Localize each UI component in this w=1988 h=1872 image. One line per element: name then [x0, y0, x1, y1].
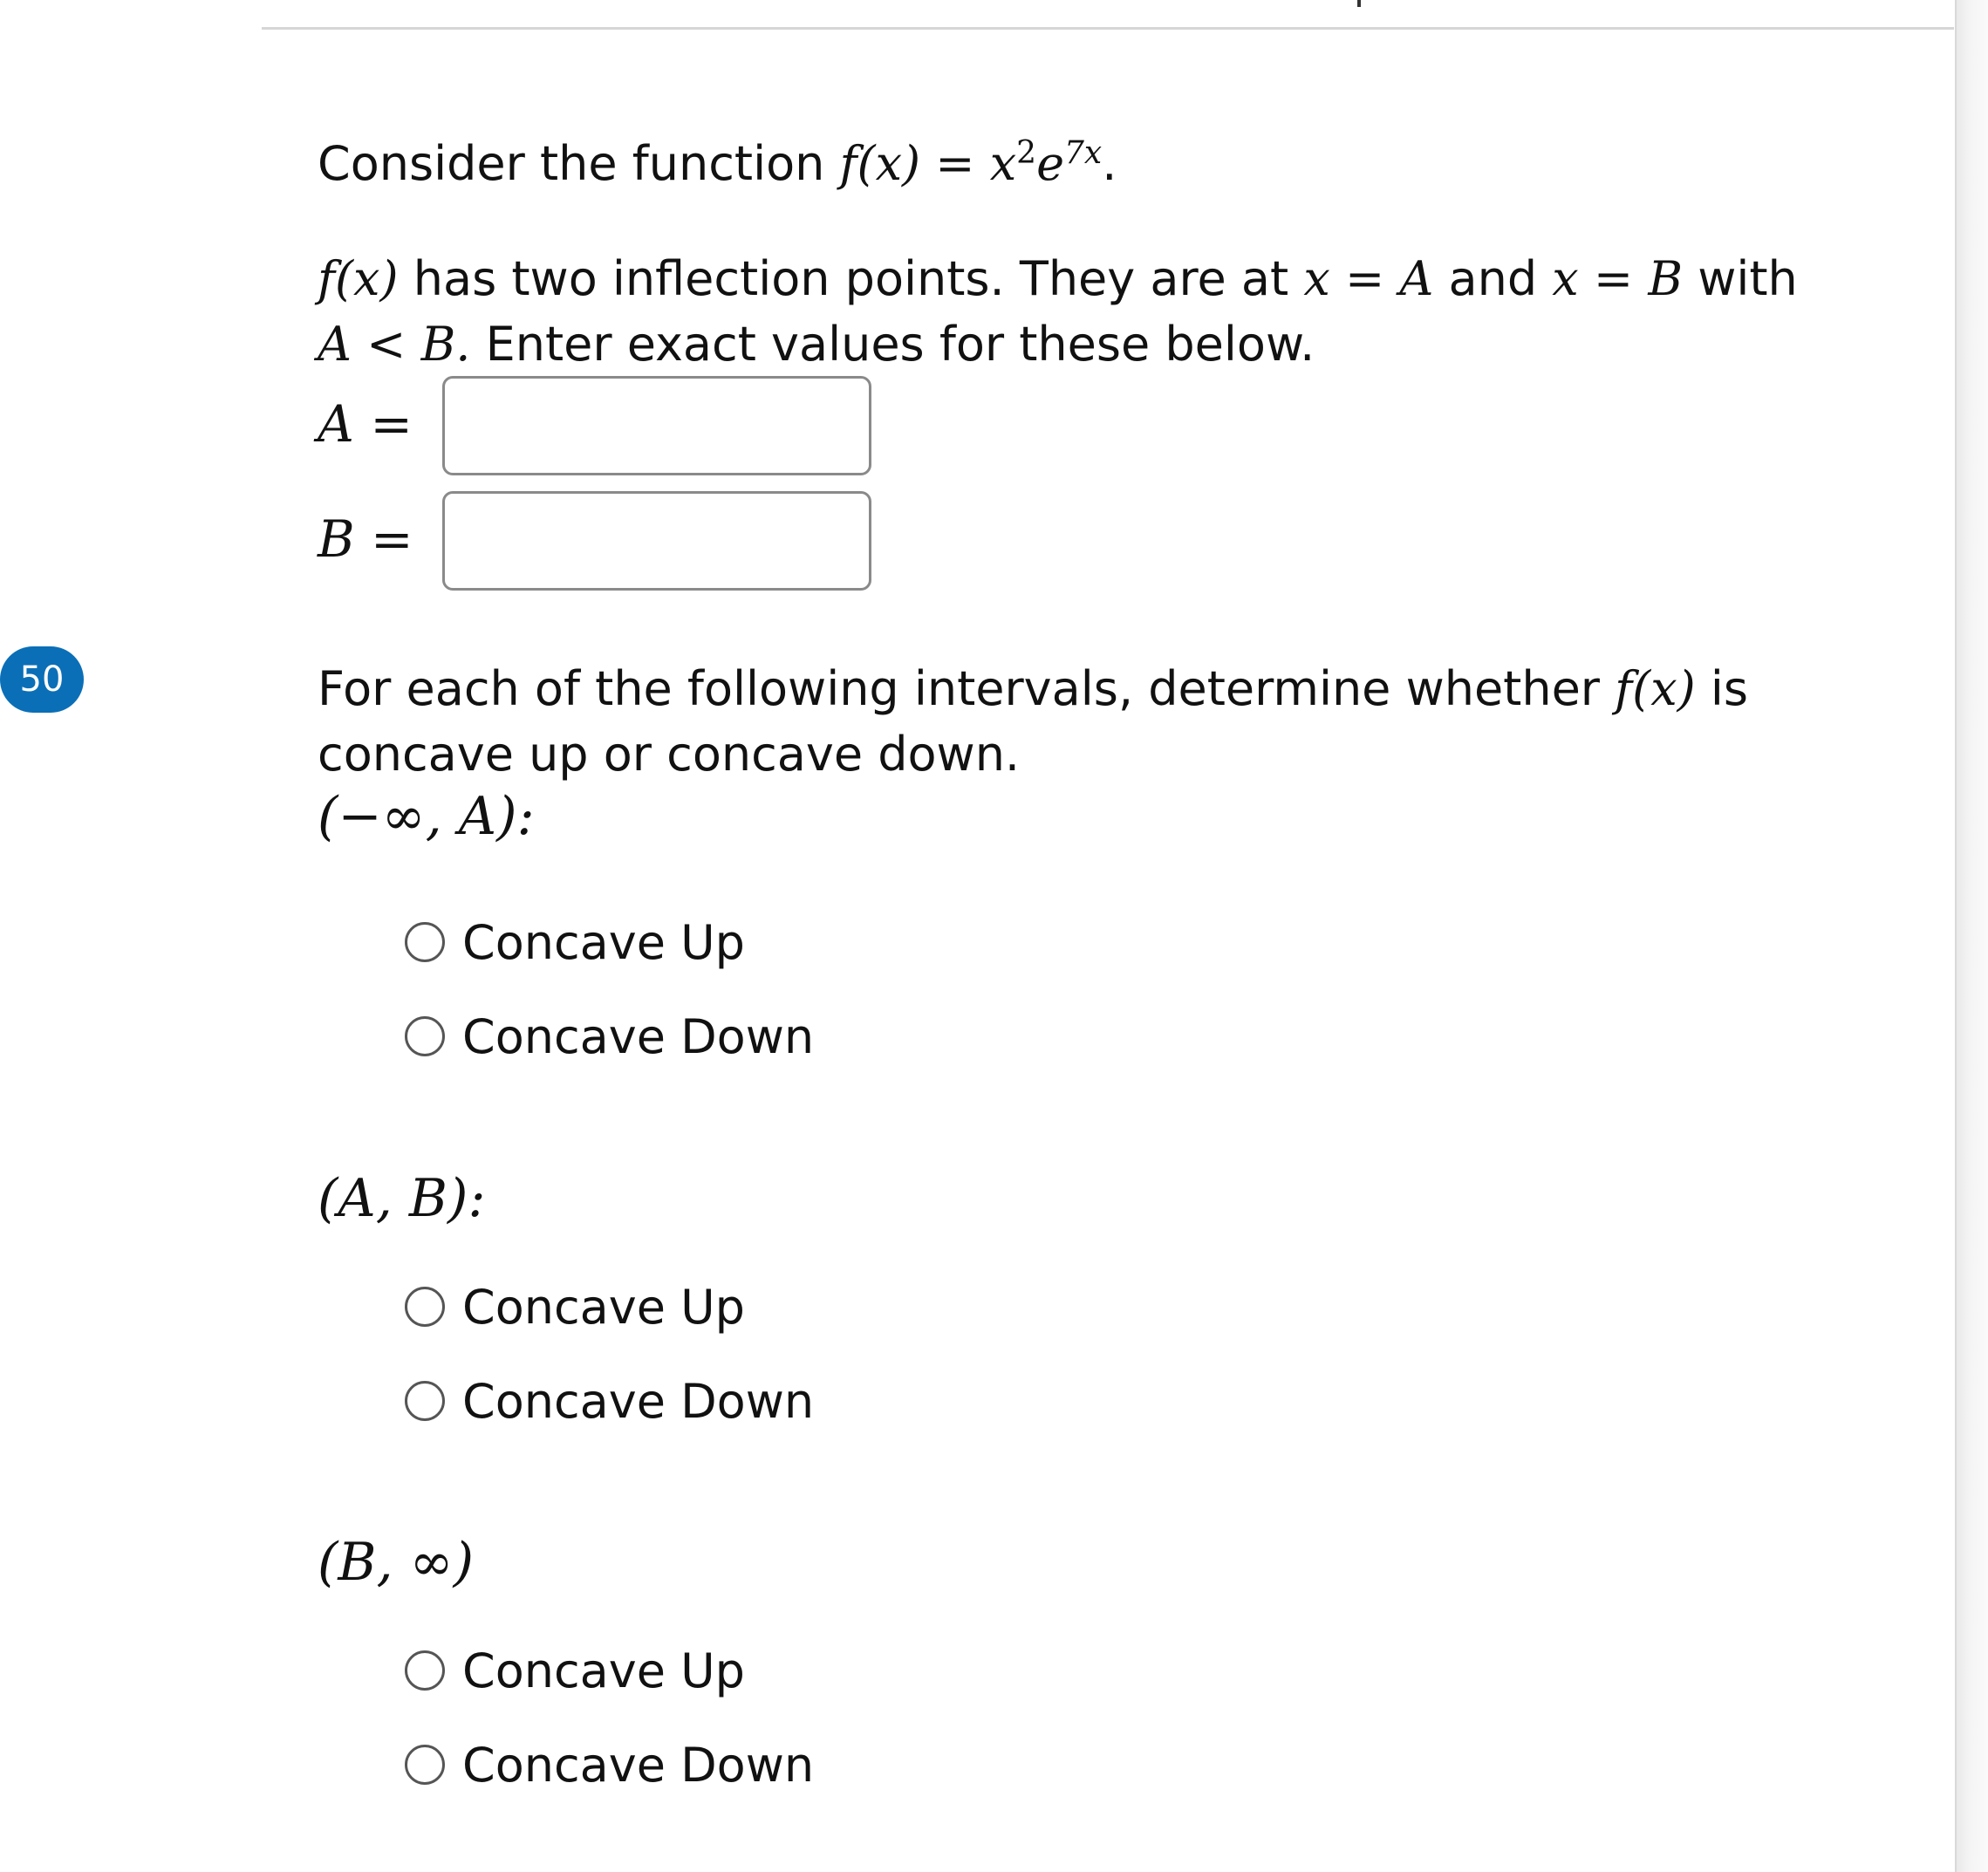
intro-equals: =: [935, 136, 975, 191]
interval-3-option-down[interactable]: [405, 1730, 814, 1800]
intro-fx: f(x): [839, 136, 921, 191]
radio-button[interactable]: [405, 1381, 445, 1421]
concavity-line-1: [318, 656, 1748, 721]
inflection-with: with: [1698, 251, 1798, 306]
option-label: Concave Up: [462, 1279, 745, 1335]
radio-button[interactable]: [405, 922, 445, 962]
intro-line: [318, 120, 1117, 196]
scrollbar-track[interactable]: [1955, 0, 1988, 1872]
a-label: A =: [318, 394, 413, 454]
interval-2-label: (A, B):: [318, 1168, 486, 1229]
intro-period: .: [1102, 136, 1117, 191]
inflection-line-1: [318, 246, 1798, 311]
intro-e: e: [1036, 136, 1065, 191]
concavity-line-2: concave up or concave down.: [318, 727, 1021, 782]
inflection-x-eq-b: x = B: [1552, 251, 1684, 306]
inflection-and: and: [1448, 251, 1538, 306]
intro-exp2: 2: [1016, 135, 1037, 171]
top-tick-mark: [1357, 0, 1361, 7]
inflection-fx: f(x): [318, 251, 399, 306]
inflection-a-lt-b: A < B.: [318, 317, 471, 372]
option-label: Concave Up: [462, 1643, 745, 1698]
question-number-badge: 50: [0, 646, 84, 713]
intro-text: Consider the function: [318, 136, 825, 191]
top-divider: [262, 27, 1954, 30]
b-label: B =: [318, 509, 413, 569]
interval-2-option-down[interactable]: [405, 1366, 814, 1436]
option-label: Concave Up: [462, 914, 745, 970]
concavity-is: is: [1710, 661, 1749, 716]
concavity-fx: f(x): [1615, 661, 1696, 716]
inflection-text2: Enter exact values for these below.: [485, 317, 1315, 372]
radio-button[interactable]: [405, 1287, 445, 1327]
radio-button[interactable]: [405, 1745, 445, 1785]
option-label: Concave Down: [462, 1373, 815, 1429]
concavity-text1: For each of the following intervals, determine whether: [318, 661, 1600, 716]
radio-button[interactable]: [405, 1016, 445, 1056]
inflection-text1: has two inflection points. They are at: [413, 251, 1289, 306]
intro-x: x: [989, 136, 1017, 191]
interval-1-option-up[interactable]: [405, 907, 745, 977]
inflection-line-2: [318, 311, 1315, 377]
interval-1-option-down[interactable]: [405, 1001, 814, 1071]
interval-3-label: (B, ∞): [318, 1532, 475, 1593]
b-input[interactable]: [442, 491, 871, 591]
interval-1-label: (−∞, A):: [318, 786, 535, 847]
interval-2-option-up[interactable]: [405, 1272, 745, 1342]
option-label: Concave Down: [462, 1008, 815, 1064]
option-label: Concave Down: [462, 1737, 815, 1793]
intro-exp7x: 7x: [1064, 135, 1103, 171]
inflection-x-eq-a: x = A: [1303, 251, 1434, 306]
interval-3-option-up[interactable]: [405, 1636, 745, 1705]
radio-button[interactable]: [405, 1650, 445, 1691]
a-input[interactable]: [442, 376, 871, 475]
